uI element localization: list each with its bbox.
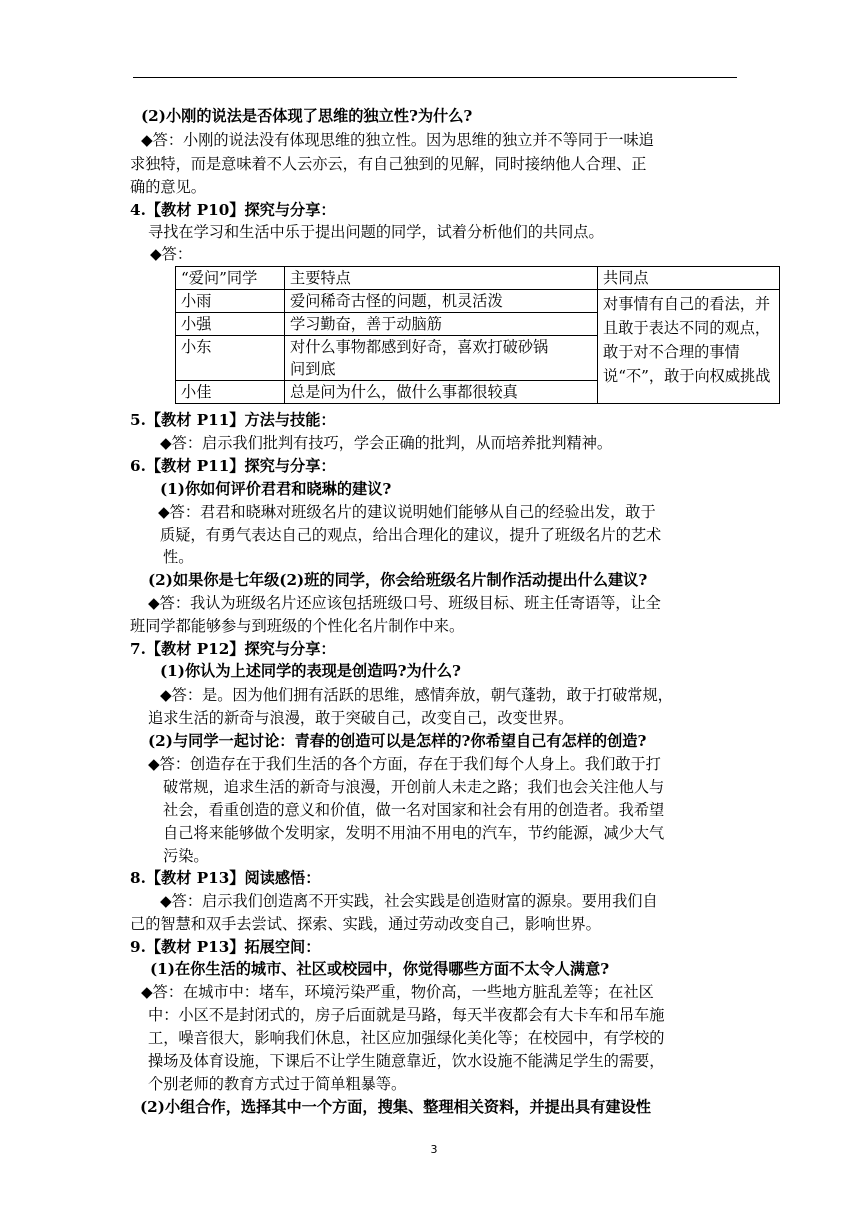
answer-line: ◆答：启示我们创造离不开实践，社会实践是创造财富的源泉。要用我们自 <box>160 892 658 910</box>
question-line: (2)小刚的说法是否体现了思维的独立性?为什么? <box>141 107 473 125</box>
question-line: (1)你如何评价君君和晓琳的建议? <box>160 480 392 498</box>
answer-line: 求独特，而是意味着不人云亦云，有自己独到的见解，同时接纳他人合理、正 <box>130 155 647 173</box>
section-heading: 7.【教材 P12】探究与分享： <box>130 640 336 658</box>
student-trait <box>285 336 598 381</box>
section-heading: 9.【教材 P13】拓展空间： <box>130 938 321 956</box>
answer-line: 己的智慧和双手去尝试、探索、实践，通过劳动改变自己，影响世界。 <box>130 915 601 933</box>
section-heading: 8.【教材 P13】阅读感悟： <box>130 869 321 887</box>
table-header-cell: “爱问”同学 <box>176 267 285 290</box>
answer-line: 质疑，有勇气表达自己的观点，给出合理化的建议，提升了班级名片的艺术 <box>160 526 662 544</box>
answer-line: 工，噪音很大，影响我们休息，社区应加强绿化美化等；在校园中，有学校的 <box>148 1029 665 1047</box>
page-number: 3 <box>430 1143 438 1156</box>
answer-line: 操场及体育设施，下课后不让学生随意靠近，饮水设施不能满足学生的需要， <box>148 1052 665 1070</box>
answer-line: ◆答：我认为班级名片还应该包括班级口号、班级目标、班主任寄语等，让全 <box>148 594 661 612</box>
answer-line: 中：小区不是封闭式的，房子后面就是马路，每天半夜都会有大卡车和吊车施 <box>148 1006 665 1024</box>
answer-line: 性。 <box>163 548 194 566</box>
student-name: 小雨 <box>176 290 285 313</box>
answer-line: 自己将来能够做个发明家，发明不用油不用电的汽车，节约能源，减少大气 <box>163 824 665 842</box>
table-header-cell: 主要特点 <box>285 267 598 290</box>
section-heading: 6.【教材 P11】探究与分享： <box>130 457 336 475</box>
prompt-line: 寻找在学习和生活中乐于提出问题的同学，试着分析他们的共同点。 <box>148 223 604 241</box>
answer-line: 社会，看重创造的意义和价值，做一名对国家和社会有用的创造者。我希望 <box>163 801 665 819</box>
table-row <box>176 290 780 313</box>
student-trait: 爱问稀奇古怪的问题，机灵活泼 <box>285 290 598 313</box>
common-point: 对事情有自己的看法，并且敢于表达不同的观点，敢于对不合理的事情说“不”，敢于向权威挑战 <box>598 290 780 404</box>
student-trait-line: 问到底 <box>290 360 336 378</box>
section-heading: 4.【教材 P10】探究与分享： <box>130 201 336 219</box>
answer-line: ◆答：是。因为他们拥有活跃的思维，感情奔放，朝气蓬勃，敢于打破常规， <box>160 686 673 704</box>
question-line: (2)小组合作，选择其中一个方面，搜集、整理相关资料，并提出具有建设性 <box>140 1098 651 1116</box>
question-line: (1)你认为上述同学的表现是创造吗?为什么? <box>160 662 461 680</box>
student-trait: 学习勤奋，善于动脑筋 <box>285 313 598 336</box>
student-trait-line: 对什么事物都感到好奇，喜欢打破砂锅 <box>290 338 549 356</box>
table-header-cell: 共同点 <box>598 267 780 290</box>
answer-line: ◆答：在城市中：堵车，环境污染严重，物价高，一些地方脏乱差等；在社区 <box>141 983 654 1001</box>
answer-line: 污染。 <box>163 847 209 865</box>
curious-students-table <box>175 266 780 404</box>
answer-line: 班同学都能够参与到班级的个性化名片制作中来。 <box>130 617 465 635</box>
answer-line: ◆答：君君和晓琳对班级名片的建议说明她们能够从自己的经验出发，敢于 <box>158 503 656 521</box>
student-name: 小强 <box>176 313 285 336</box>
answer-line: ◆答：小刚的说法没有体现思维的独立性。因为思维的独立并不等同于一味追 <box>141 131 654 149</box>
answer-line: 个别老师的教育方式过于简单粗暴等。 <box>148 1075 407 1093</box>
question-line: (2)与同学一起讨论：青春的创造可以是怎样的?你希望自己有怎样的创造? <box>148 732 647 750</box>
answer-line: 确的意见。 <box>130 178 206 196</box>
table-header-row <box>176 267 780 290</box>
answer-line: ◆答：启示我们批判有技巧，学会正确的批判，从而培养批判精神。 <box>160 434 613 452</box>
question-line: (1)在你生活的城市、社区或校园中，你觉得哪些方面不太令人满意? <box>150 960 610 978</box>
section-heading: 5.【教材 P11】方法与技能： <box>130 411 336 429</box>
question-line: (2)如果你是七年级(2)班的同学，你会给班级名片制作活动提出什么建议? <box>148 571 648 589</box>
student-name: 小东 <box>176 336 285 381</box>
student-name: 小佳 <box>176 381 285 404</box>
student-trait: 总是问为什么，做什么事都很较真 <box>285 381 598 404</box>
header-rule <box>133 77 737 78</box>
answer-line: 破常规，追求生活的新奇与浪漫，开创前人未走之路；我们也会关注他人与 <box>163 778 665 796</box>
answer-line: 追求生活的新奇与浪漫，敢于突破自己，改变自己，改变世界。 <box>148 709 574 727</box>
answer-line: ◆答：创造存在于我们生活的各个方面，存在于我们每个人身上。我们敢于打 <box>148 755 661 773</box>
answer-line: ◆答： <box>150 245 193 263</box>
